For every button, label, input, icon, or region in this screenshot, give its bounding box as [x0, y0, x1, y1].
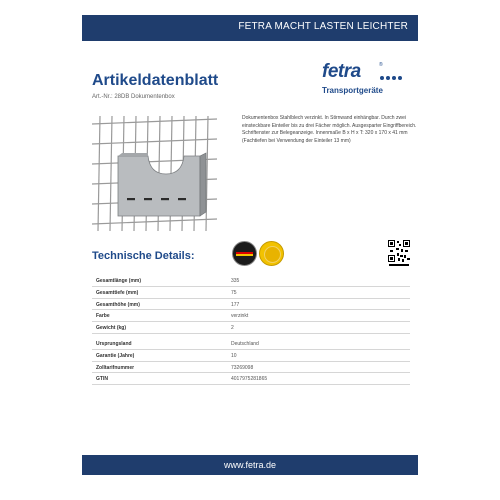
logo-wordmark: fetra [322, 61, 361, 82]
spec-label: Farbe [96, 313, 110, 320]
spec-label: Gesamthöhe (mm) [96, 301, 140, 308]
spec-label: Gesamtlänge (mm) [96, 278, 142, 284]
table-row [92, 362, 410, 374]
table-row [92, 338, 410, 350]
article-number: Art.-Nr.: 28DB Dokumentenbox [92, 94, 175, 100]
spec-value: 335 [231, 278, 240, 284]
qr-code-icon [388, 240, 410, 268]
spec-label: Ursprungsland [96, 340, 132, 347]
footer-bar [82, 455, 418, 475]
table-row [92, 350, 410, 362]
spec-value: 4017975281865 [231, 376, 268, 383]
logo-dots-icon [380, 76, 402, 80]
logo-registered-mark: ® [379, 62, 383, 68]
table-row [92, 373, 410, 385]
logo-tagline: Transportgeräte [322, 86, 383, 95]
table-row [92, 287, 410, 299]
product-description: Dokumentenbox Stahlblech verzinkt. In Stirnwand einhängbar. Durch zwei einsteckbare Einteiler bis zu drei Fächer möglich. Ausgesparter Eingriffbereich. Schriftenster zur Belegeanzeige. Innenmaße B x H x T: 320 x 170 x 41 mm (Fachtiefen bei Verwendung der Einteiler 13 mm) [242, 115, 417, 144]
spec-label: GTIN [96, 376, 108, 383]
spec-label: Gesamttiefe (mm) [96, 289, 139, 296]
fetra-logo [322, 61, 412, 101]
spec-value: Deutschland [231, 340, 259, 347]
header-slogan: FETRA MACHT LASTEN LEICHTER [238, 21, 408, 32]
spec-value: verzinkt [231, 313, 249, 320]
table-row [92, 310, 410, 322]
table-row [92, 299, 410, 311]
product-image [92, 116, 217, 231]
spec-value: 75 [231, 289, 237, 296]
spec-value: 73269098 [231, 364, 254, 371]
table-row [92, 322, 410, 334]
guarantee-badge-icon [259, 241, 284, 266]
header-bar [82, 15, 418, 41]
spec-value: 2 [231, 325, 234, 332]
spec-label: Garantie (Jahre) [96, 352, 135, 359]
spec-table [92, 275, 410, 385]
spec-label: Gewicht (kg) [96, 325, 127, 332]
spec-label: Zolltarifnummer [96, 364, 135, 371]
spec-value: 10 [231, 352, 237, 359]
document-title: Artikeldatenblatt [92, 72, 219, 89]
technical-details-heading: Technische Details: [92, 250, 195, 262]
footer-url[interactable]: www.fetra.de [223, 460, 277, 470]
table-row [92, 275, 410, 287]
made-in-germany-badge-icon [232, 241, 257, 266]
spec-value: 177 [231, 301, 240, 308]
